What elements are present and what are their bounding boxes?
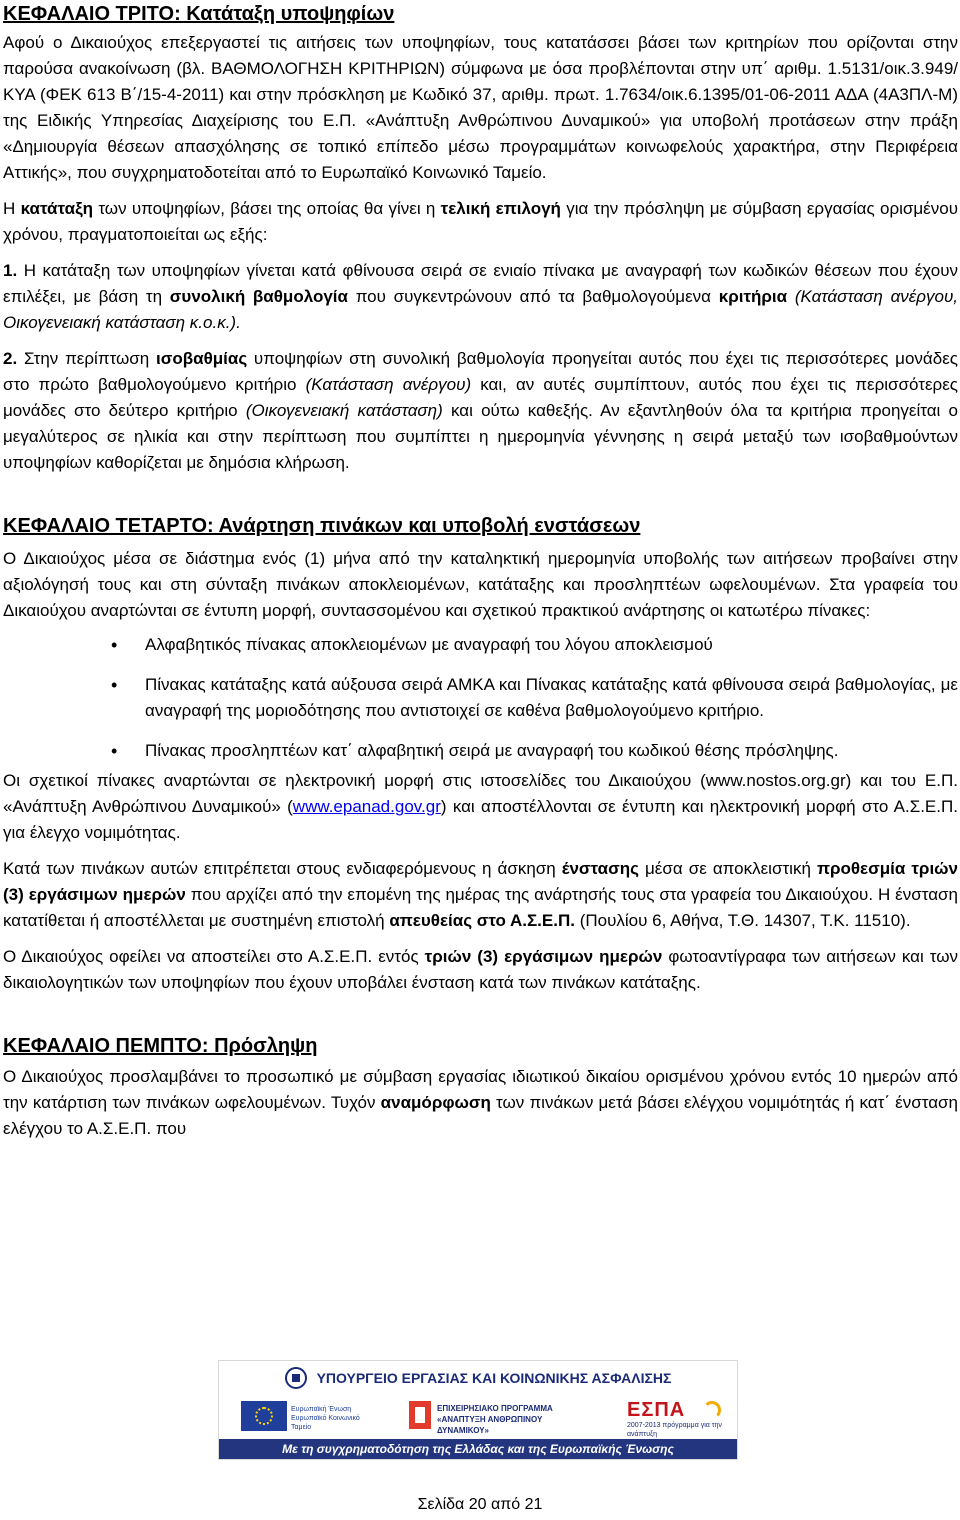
- ministry-name: ΥΠΟΥΡΓΕΙΟ ΕΡΓΑΣΙΑΣ ΚΑΙ ΚΟΙΝΩΝΙΚΗΣ ΑΣΦΑΛΙΣΗΣ: [316, 1370, 672, 1386]
- text-run: υποψηφίων στη συνολική βαθμολογία προηγείται αυτός που έχει τις περισσότερες μονάδες στο πρώτο βαθμολογούμενο κριτήριο: [3, 349, 958, 394]
- chapter-3-item-1: [3, 258, 958, 336]
- bullet-item: [3, 672, 958, 724]
- page-number: Σελίδα 20 από 21: [417, 1496, 543, 1513]
- text-run: και ούτω καθεξής. Αν εξαντληθούν όλα τα κριτήρια προηγείται ο μεγαλύτερος σε ηλικία και στην περίπτωση που συμπίπτει η ημερομηνία γέννησης η σειρά μεταξύ των ισοβαθμούντων υποψηφίων καθορίζεται με δημόσια κλήρωση.: [3, 401, 958, 472]
- chapter-4-bullet-list: [3, 632, 958, 764]
- text-run-italic: (Οικογενειακή κατάσταση): [245, 401, 443, 420]
- espa-title: ΕΣΠΑ: [627, 1399, 686, 1421]
- text-run-bold: συνολική βαθμολογία: [169, 287, 348, 306]
- text-run: και, αν αυτές συμπίπτουν, αυτός που έχει τις περισσότερες μονάδες στο δεύτερο κριτήριο: [3, 375, 958, 420]
- text-run: Η: [3, 199, 21, 218]
- bullet-text: Πίνακας προσληπτέων κατ΄ αλφαβητική σειρά με αναγραφή του κωδικού θέσης πρόσληψης.: [145, 741, 839, 760]
- text-run-bold: ισοβαθμίας: [156, 349, 248, 368]
- text-run-bold: ένστασης: [561, 859, 639, 878]
- text-run: που αρχίζει από την επομένη της ημέρας της ανάρτησής τους στα γραφεία του Δικαιούχου. Η ένσταση κατατίθεται ή αποστέλλεται με συστημένη επιστολή: [3, 885, 959, 930]
- text-run: για την πρόσληψη με σύμβαση εργασίας ορισμένου χρόνου, πραγματοποιείται ως εξής:: [3, 199, 959, 244]
- text-run: Στην περίπτωση: [17, 349, 156, 368]
- text-run-italic: (Κατάσταση ανέργου): [305, 375, 472, 394]
- logo-strip: [219, 1397, 737, 1437]
- text-run: Η κατάταξη των υποψηφίων γίνεται κατά φθίνουσα σειρά σε ενιαίο πίνακα με αναγραφή των κωδικών θέσεων που έχουν επιλέξει, με βάση τη: [3, 261, 958, 306]
- epa-logo-icon: [409, 1401, 431, 1429]
- chapter-5-paragraph-1: [3, 1064, 958, 1142]
- chapter-4-paragraph-3: [3, 856, 958, 934]
- espa-logo: [627, 1399, 723, 1438]
- bullet-icon: •: [111, 675, 118, 695]
- chapter-3-item-2: [3, 346, 958, 476]
- bullet-icon: •: [111, 741, 118, 761]
- eu-flag-icon: [241, 1401, 287, 1431]
- text-run-bold: τριών (3) εργάσιμων ημερών: [424, 947, 663, 966]
- text-run: που συγκεντρώνουν από τα βαθμολογούμενα: [347, 287, 719, 306]
- text-run: των πινάκων μετά βάσει ελέγχου νομιμότητάς ή κατ΄ ένσταση ελέγχου το Α.Σ.Ε.Π. που: [3, 1093, 958, 1138]
- greek-emblem-icon: [285, 1367, 307, 1389]
- text-run: (Πουλίου 6, Αθήνα, Τ.Θ. 14307, Τ.Κ. 11510).: [574, 911, 911, 930]
- text-run: Οι σχετικοί πίνακες αναρτώνται σε ηλεκτρονική μορφή στις ιστοσελίδες του Δικαιούχου (www.nostos.org.gr) και του Ε.Π. «Ανάπτυξη Ανθρώπινου Δυναμικού» (: [3, 771, 958, 816]
- text-run: μέσα σε αποκλειστική: [638, 859, 817, 878]
- bullet-text: Αλφαβητικός πίνακας αποκλειομένων με αναγραφή του λόγου αποκλεισμού: [145, 635, 713, 654]
- bullet-text: Πίνακας κατάταξης κατά αύξουσα σειρά ΑΜΚΑ και Πίνακας κατάταξης κατά φθίνουσα σειρά βαθμολογίας, με αναγραφή της μοριοδότησης που αντιστοιχεί σε καθένα βαθμολογούμενο κριτήριο.: [145, 675, 958, 720]
- chapter-3-paragraph-2: [3, 196, 958, 248]
- cofunding-strip: Με τη συγχρηματοδότηση της Ελλάδας και της Ευρωπαϊκής Ένωσης: [219, 1439, 737, 1459]
- text-run-bold: τελική επιλογή: [440, 199, 561, 218]
- chapter-5-title: ΚΕΦΑΛΑΙΟ ΠΕΜΠΤΟ: Πρόσληψη: [3, 1035, 318, 1057]
- text-run: Ο Δικαιούχος προσλαμβάνει το προσωπικό με σύμβαση εργασίας ιδιωτικού δικαίου ορισμένου χρόνου εντός 10 ημερών από την κατάρτιση των πινάκων ωφελουμένων. Τυχόν: [3, 1067, 958, 1112]
- text-run-bold: κριτήρια: [718, 287, 788, 306]
- chapter-3-title: ΚΕΦΑΛΑΙΟ ΤΡΙΤΟ: Κατάταξη υποψηφίων: [3, 3, 395, 25]
- text-run-bold: κατάταξη: [20, 199, 94, 218]
- bullet-item: [3, 632, 958, 658]
- text-run-bold: αναμόρφωση: [380, 1093, 491, 1112]
- text-run: ) και αποστέλλονται σε έντυπη και ηλεκτρονική μορφή στο Α.Σ.Ε.Π. για έλεγχο νομιμότητας.: [3, 797, 958, 842]
- text-run: φωτοαντίγραφα των αιτήσεων και των δικαιολογητικών των υποψηφίων που έχουν υποβάλει ένσταση κατά των πινάκων κατάταξης.: [3, 947, 958, 992]
- epanad-link[interactable]: www.epanad.gov.gr: [292, 797, 441, 816]
- item-number: 1.: [3, 261, 18, 280]
- chapter-4-paragraph-1: Ο Δικαιούχος μέσα σε διάστημα ενός (1) μήνα από την καταληκτική ημερομηνία υποβολής των αιτήσεων προβαίνει στην αξιολόγησή τους και στη σύνταξη πινάκων αποκλειομένων, κατάταξης και προσληπτέων ωφελουμένων. Στα γραφεία του Δικαιούχου αναρτώνται σε έντυπη μορφή, συντασσομένου και σχετικού πρακτικού ανάρτησης οι κατωτέρω πίνακες:: [3, 549, 958, 620]
- eu-label: Ευρωπαϊκή Ένωση Ευρωπαϊκό Κοινωνικό Ταμείο: [291, 1406, 360, 1431]
- text-run-italic: (Κατάσταση ανέργου, Οικογενειακή κατάσταση κ.ο.κ.).: [3, 287, 959, 332]
- text-run: Κατά των πινάκων αυτών επιτρέπεται στους ενδιαφερόμενους η άσκηση: [3, 859, 562, 878]
- espa-arc-icon: [703, 1401, 721, 1419]
- text-run: των υποψηφίων, βάσει της οποίας θα γίνει η: [93, 199, 441, 218]
- text-run: Ο Δικαιούχος οφείλει να αποστείλει στο Α.Σ.Ε.Π. εντός: [3, 947, 425, 966]
- text-run-bold: προθεσμία τριών (3) εργάσιμων ημερών: [3, 859, 958, 904]
- chapter-4-paragraph-4: [3, 944, 958, 996]
- bullet-icon: •: [111, 635, 118, 655]
- chapter-3-paragraph-1: Αφού ο Δικαιούχος επεξεργαστεί τις αιτήσεις των υποψηφίων, τους κατατάσσει βάσει των κριτηρίων που ορίζονται στην παρούσα ανακοίνωση (βλ. ΒΑΘΜΟΛΟΓΗΣΗ ΚΡΙΤΗΡΙΩΝ) σύμφωνα με όσα προβλέπονται στην υπ΄ αριθμ. 1.5131/οικ.3.949/ΚΥΑ (ΦΕΚ 613 Β΄/15-4-2011) και στην πρόσκληση με Κωδικό 37, αριθμ. πρωτ. 1.7634/οικ.6.1395/01-06-2011 ΑΔΑ (4Α3ΠΛ-Μ) της Ειδικής Υπηρεσίας Διαχείρισης του Ε.Π. «Ανάπτυξη Ανθρώπινου Δυναμικού» για υποβολή προτάσεων στην πράξη «Δημιουργία θέσεων απασχόλησης σε τοπικό επίπεδο μέσω προγραμμάτων κοινωφελούς χαρακτήρα, στην Περιφέρεια Αττικής», που συγχρηματοδοτείται από το Ευρωπαϊκό Κοινωνικό Ταμείο.: [3, 33, 958, 182]
- chapter-4-title: ΚΕΦΑΛΑΙΟ ΤΕΤΑΡΤΟ: Ανάρτηση πινάκων και υποβολή ενστάσεων: [3, 515, 641, 537]
- text-run-bold: απευθείας στο Α.Σ.Ε.Π.: [389, 911, 575, 930]
- epa-label: ΕΠΙΧΕΙΡΗΣΙΑΚΟ ΠΡΟΓΡΑΜΜΑ «ΑΝΑΠΤΥΞΗ ΑΝΘΡΩΠΙΝΟΥ ΔΥΝΑΜΙΚΟΥ»: [437, 1404, 553, 1435]
- chapter-4-paragraph-2: [3, 768, 958, 846]
- bullet-item: [3, 738, 958, 764]
- item-number: 2.: [3, 349, 18, 368]
- funding-banner: [218, 1360, 738, 1460]
- document-body: [3, 0, 958, 1142]
- espa-subtitle: 2007-2013 πρόγραμμα για την ανάπτυξη: [627, 1422, 722, 1438]
- ministry-header: [219, 1361, 737, 1395]
